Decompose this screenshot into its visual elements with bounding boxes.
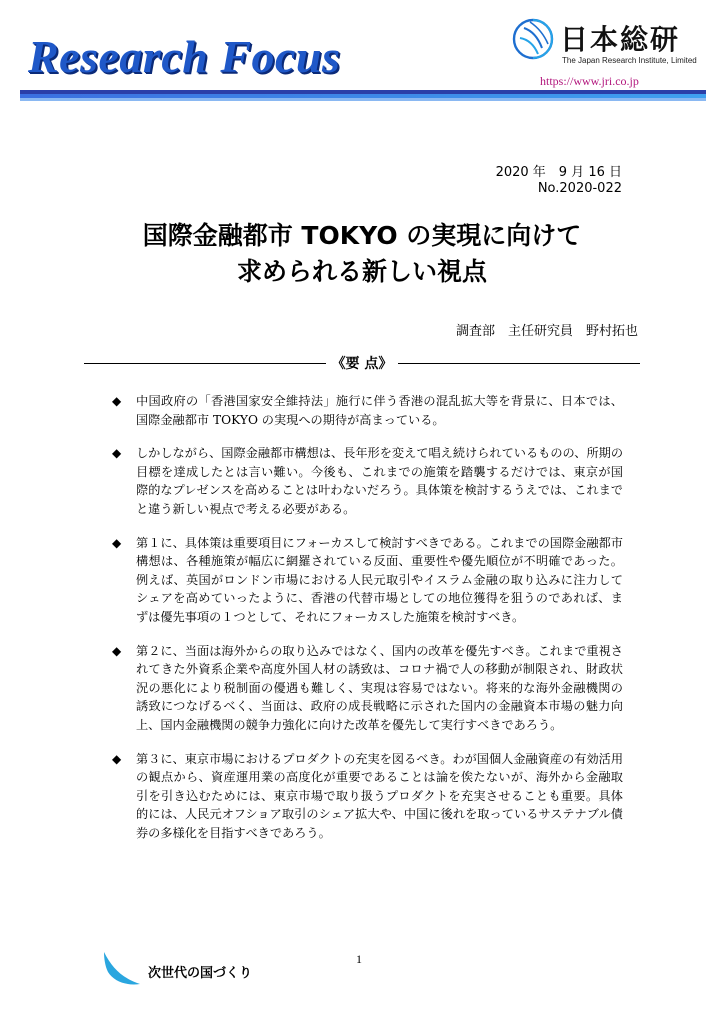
report-title bbox=[0, 218, 724, 290]
jri-globe-icon bbox=[512, 18, 554, 60]
jri-logo bbox=[512, 18, 697, 68]
key-point-text: 第２に、当面は海外からの取り込みではなく、国内の改革を優先すべき。これまで重視されてきた外資系企業や高度外国人材の誘致は、コロナ禍で人の移動が制限され、財政状況の悪化により税制面の優遇も難しく、実現は容易ではない。将来的な海外金融機関の誘致につなげるべく、当面は、政府の成長戦略に示された国内の金融資本市場の魅力向上、国内金融機関の競争力強化に向けた改革を優先して実行すべきであろう。 bbox=[136, 643, 623, 732]
header-band-light bbox=[20, 98, 706, 101]
report-date: 2020 年 9 月 16 日 bbox=[495, 165, 622, 180]
report-title-line-1: 国際金融都市 TOKYO の実現に向けて bbox=[142, 221, 582, 250]
key-point bbox=[108, 750, 623, 843]
report-title-line-2: 求められる新しい視点 bbox=[236, 257, 487, 286]
key-point bbox=[108, 392, 623, 429]
report-meta bbox=[496, 165, 622, 197]
divider-right bbox=[398, 363, 640, 364]
logo-subtitle: The Japan Research Institute, Limited bbox=[562, 56, 697, 65]
author: 調査部 主任研究員 野村拓也 bbox=[455, 324, 638, 339]
diamond-bullet-icon: ◆ bbox=[112, 643, 122, 658]
logo-text: 日本総研 bbox=[560, 23, 681, 56]
diamond-bullet-icon: ◆ bbox=[112, 446, 122, 461]
key-points-list bbox=[108, 392, 623, 842]
divider-left bbox=[84, 363, 326, 364]
summary-heading-label: 《要 点》 bbox=[331, 356, 393, 372]
diamond-bullet-icon: ◆ bbox=[112, 535, 122, 550]
footer-swoosh-icon bbox=[102, 948, 142, 988]
report-number: No.2020-022 bbox=[537, 181, 622, 196]
key-point bbox=[108, 642, 623, 735]
key-point-text: 中国政府の「香港国家安全維持法」施行に伴う香港の混乱拡大等を背景に、日本では、国際金融都市 TOKYO の実現への期待が高まっている。 bbox=[136, 394, 623, 427]
key-point-text: 第１に、具体策は重要項目にフォーカスして検討すべきである。これまでの国際金融都市構想は、各種施策が幅広に網羅されている反面、重要性や優先順位が不明確であった。例えば、英国がロンドン市場における人民元取引やイスラム金融の取り込みに注力してシェアを高めていったように、香港の代替市場としての地位獲得を狙うのであれば、まずは優先事項の１つとして、それにフォーカスした施策を検討すべき。 bbox=[136, 535, 623, 624]
page-number: 1 bbox=[356, 952, 362, 966]
key-point-text: しかしながら、国際金融都市構想は、長年形を変えて唱え続けられているものの、所期の目標を達成したとは言い難い。今後も、これまでの施策を踏襲するだけでは、東京が国際的なプレゼンスを高めることは叶わないだろう。具体策を検討するうえでは、これまでと違う新しい視点で考える必要がある。 bbox=[136, 446, 624, 516]
key-point bbox=[108, 444, 623, 518]
diamond-bullet-icon: ◆ bbox=[112, 751, 122, 766]
footer-tagline: 次世代の国づくり bbox=[148, 966, 253, 981]
website-link[interactable]: https://www.jri.co.jp bbox=[540, 74, 639, 88]
key-point bbox=[108, 534, 623, 627]
summary-heading bbox=[84, 354, 640, 372]
key-point-text: 第３に、東京市場におけるプロダクトの充実を図るべき。わが国個人金融資産の有効活用の観点から、資産運用業の高度化が重要であることは論を俟たないが、海外から金融取引を引き込むためには、東京市場で取り扱うプロダクトを充実させることも重要。具体的には、人民元オフショア取引のシェア拡大や、中国に後れを取っているサステナブル債券の多様化を目指すべきであろう。 bbox=[136, 751, 624, 840]
brand-title: Research Focus bbox=[28, 31, 341, 82]
diamond-bullet-icon: ◆ bbox=[112, 394, 122, 408]
